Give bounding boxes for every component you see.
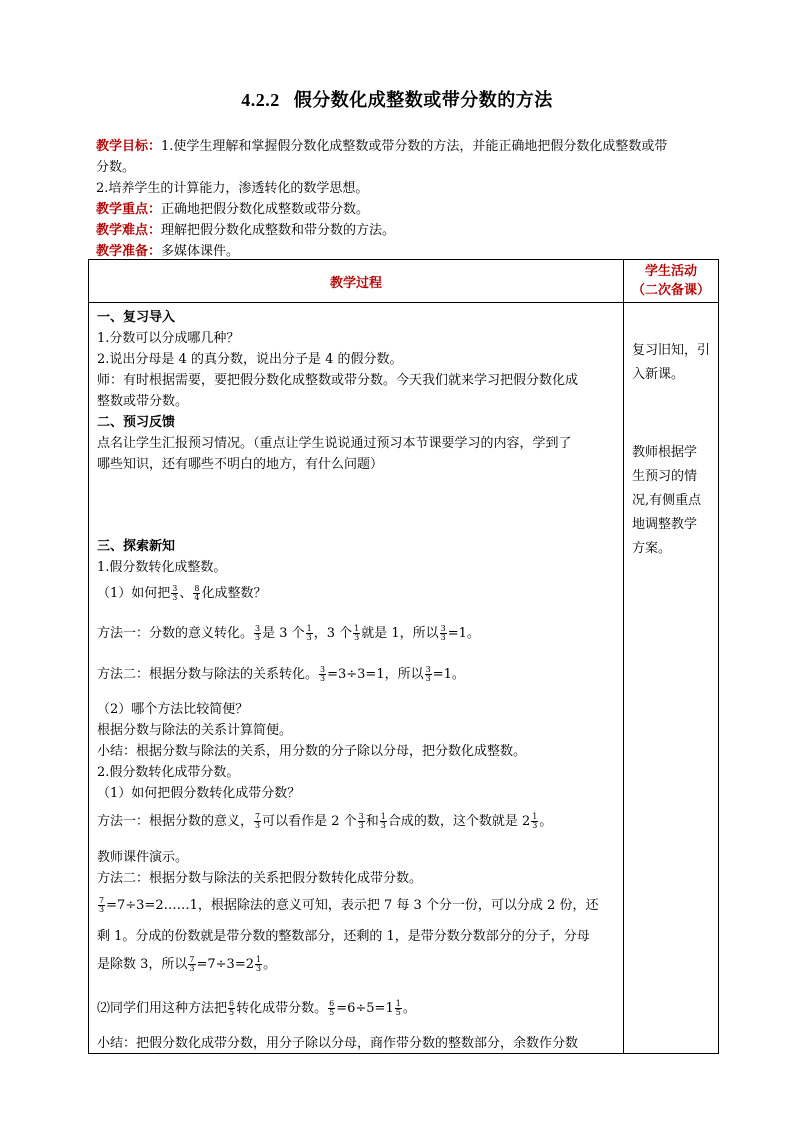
section-preview: 二、预习反馈: [97, 415, 176, 430]
goal-line-3: 2.培养学生的计算能力，渗透转化的数学思想。: [96, 181, 369, 196]
key-label: 教学重点：: [96, 202, 162, 217]
topic-1: 1.假分数转化成整数。: [97, 560, 227, 575]
summary-2: 小结：把假分数化成带分数，用分子除以分母，商作带分数的整数部分，余数作分数: [97, 1036, 579, 1051]
preview-text-1: 点名让学生汇报预习情况。（重点让学生说说通过预习本节课要学习的内容，学到了: [97, 436, 572, 451]
section-review: 一、复习导入: [97, 310, 176, 325]
review-q2: 2.说出分母是 4 的真分数，说出分子是 4 的假分数。: [97, 352, 403, 367]
header-student-activity: 学生活动 （二次备课）: [624, 260, 719, 303]
method-2: 方法二：根据分数与除法的关系转化。 $\frac{3}{3}$ =3÷3=1，所以 $\frac{3}{3}$ =1。: [97, 665, 465, 683]
preview-text-2: 哪些知识，还有哪些不明白的地方，有什么问题）: [97, 457, 384, 472]
division-explain-3: 是除数 3，所以 $\frac{7}{3}$ =7÷3=2 $\frac{1}{3}$ 。: [97, 955, 277, 973]
fraction-8-4: $\frac{8}{4}$: [194, 584, 200, 602]
fraction-6-5: $\frac{6}{5}$: [229, 999, 235, 1017]
question-1: （1）如何把 $\frac{3}{3}$ 、 $\frac{8}{4}$ 化成整数？: [97, 584, 267, 602]
fraction-6-5: $\frac{6}{5}$: [329, 999, 335, 1017]
process-content: [89, 303, 624, 1054]
difficulty-line: 教学难点：理解把假分数化成整数和带分数的方法。: [96, 223, 396, 238]
fraction-7-3: $\frac{7}{3}$: [189, 955, 195, 973]
division-explain-1: $\frac{7}{3}$ =7÷3=2……1，根据除法的意义可知，表示把 7 每 3 个分一份，可以分成 2 份，还: [99, 896, 599, 914]
section-number: 4.2.2: [241, 90, 280, 110]
fraction-1-3: $\frac{1}{3}$: [256, 955, 262, 973]
answer-2: 根据分数与除法的关系计算简便。: [97, 723, 293, 738]
page-title: [0, 86, 794, 112]
topic-2: 2.假分数转化成带分数。: [97, 765, 240, 780]
method-3: 方法一：根据分数的意义， $\frac{7}{3}$ 可以看作是 2 个 $\frac{3}{3}$ 和 $\frac{1}{3}$ 合成的数，这个数就是 2 $\frac{1}{3}$ 。: [97, 812, 553, 830]
fraction-1-3: $\frac{1}{3}$: [380, 812, 386, 830]
fraction-1-3: $\frac{1}{3}$: [306, 624, 312, 642]
fraction-7-3: $\frac{7}{3}$: [255, 812, 261, 830]
preparation-line: 教学准备：多媒体课件。: [96, 244, 240, 259]
prep-label: 教学准备：: [96, 244, 162, 259]
fraction-3-3: $\frac{3}{3}$: [255, 624, 261, 642]
teacher-intro-1: 师：有时根据需要，要把假分数化成整数或带分数。今天我们就来学习把假分数化成: [97, 373, 579, 388]
fraction-1-5: $\frac{1}{5}$: [395, 999, 401, 1017]
fraction-3-3: $\frac{3}{3}$: [358, 812, 364, 830]
header-teaching-process: 教学过程: [89, 260, 624, 303]
goal-line-1: 教学目标：1.使学生理解和掌握假分数化成整数或带分数的方法，并能正确地把假分数化成整数或带: [96, 139, 668, 154]
courseware-demo: 教师课件演示。: [97, 850, 189, 865]
review-q1: 1.分数可以分成哪几种？: [97, 331, 240, 346]
teacher-intro-2: 整数或带分数。: [97, 394, 189, 409]
method-1: 方法一：分数的意义转化。 $\frac{3}{3}$ 是 3 个 $\frac{1}{3}$ ，3 个 $\frac{1}{3}$ 就是 1，所以 $\frac{3}{3}$ =1。: [97, 624, 480, 642]
question-2: （2）哪个方法比较简便？: [97, 702, 249, 717]
goal-label: 教学目标：: [96, 139, 162, 154]
side-note-preview: 教师根据学 生预习的情 况,有侧重点 地调整教学 方案。: [632, 445, 702, 556]
fraction-3-3: $\frac{3}{3}$: [172, 584, 178, 602]
practice-line: ⑵同学们用这种方法把 $\frac{6}{5}$ 转化成带分数。 $\frac{6}{5}$ =6÷5=1 $\frac{1}{5}$ 。: [97, 999, 416, 1017]
section-explore: 三、探索新知: [97, 539, 176, 554]
student-activity-column: [624, 303, 719, 1054]
method-4: 方法二：根据分数与除法的关系把假分数转化成带分数。: [97, 871, 423, 886]
fraction-3-3: $\frac{3}{3}$: [440, 624, 446, 642]
summary-1: 小结：根据分数与除法的关系，用分数的分子除以分母，把分数化成整数。: [97, 744, 527, 759]
fraction-1-3: $\frac{1}{3}$: [354, 624, 360, 642]
question-3: （1）如何把假分数转化成带分数？: [97, 786, 301, 801]
lesson-table: [88, 259, 719, 1054]
goal-line-2: 分数。: [96, 160, 136, 175]
fraction-7-3: $\frac{7}{3}$: [99, 896, 105, 914]
key-point-line: 教学重点：正确地把假分数化成整数或带分数。: [96, 202, 370, 217]
side-note-review: 复习旧知，引 入新课。: [632, 343, 711, 382]
division-explain-2: 剩 1。分成的份数就是带分数的整数部分，还剩的 1，是带分数分数部分的分子，分母: [97, 929, 590, 944]
fraction-3-3: $\frac{3}{3}$: [425, 665, 431, 683]
fraction-3-3: $\frac{3}{3}$: [320, 665, 326, 683]
fraction-1-3: $\frac{1}{3}$: [532, 812, 538, 830]
hard-label: 教学难点：: [96, 223, 162, 238]
title-text: 假分数化成整数或带分数的方法: [293, 90, 553, 111]
